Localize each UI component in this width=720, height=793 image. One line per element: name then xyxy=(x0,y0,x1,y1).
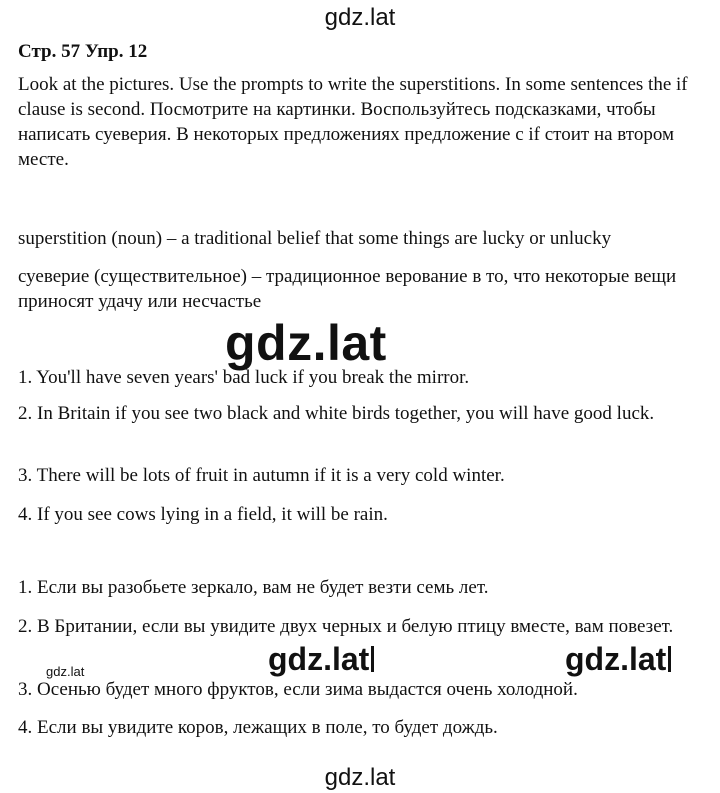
answer-en-2: 2. In Britain if you see two black and white birds together, you will have good luck. xyxy=(18,403,655,424)
answer-en-4: 4. If you see cows lying in a field, it will be rain. xyxy=(18,504,388,525)
answer-ru-1: 1. Если вы разобьете зеркало, вам не будет везти семь лет. xyxy=(18,577,489,598)
watermark-footer: gdz.lat xyxy=(324,764,396,791)
answer-ru-3: 3. Осенью будет много фруктов, если зима выдастся очень холодной. xyxy=(18,679,578,700)
definition-ru: суеверие (существительное) – традиционное верование в то, что некоторые вещи приносят удачу или несчастье xyxy=(18,266,677,312)
instructions-text: Look at the pictures. Use the prompts to write the superstitions. In some sentences the if clause is second. Посмотрите на картинки. Воспользуйтесь подсказками, чтобы написать суеверия. В некоторых предложениях предложение с if стоит на втором месте. xyxy=(18,74,688,170)
watermark-top: gdz.lat xyxy=(324,4,396,31)
watermark-middle: gdz.lat xyxy=(225,315,387,371)
answer-en-1: 1. You'll have seven years' bad luck if you break the mirror. xyxy=(18,367,470,388)
answer-ru-4: 4. Если вы увидите коров, лежащих в поле, то будет дождь. xyxy=(18,717,498,738)
answer-en-3: 3. There will be lots of fruit in autumn if it is a very cold winter. xyxy=(18,465,505,486)
watermark-bottom-right: gdz.lat xyxy=(565,641,671,678)
watermark-small: gdz.lat xyxy=(46,664,85,679)
answer-ru-2: 2. В Британии, если вы увидите двух черных и белую птицу вместе, вам повезет. xyxy=(18,616,674,637)
page-heading: Стр. 57 Упр. 12 xyxy=(18,41,148,62)
watermark-bottom-left: gdz.lat xyxy=(268,641,374,678)
definition-en: superstition (noun) – a traditional belief that some things are lucky or unlucky xyxy=(18,228,612,249)
